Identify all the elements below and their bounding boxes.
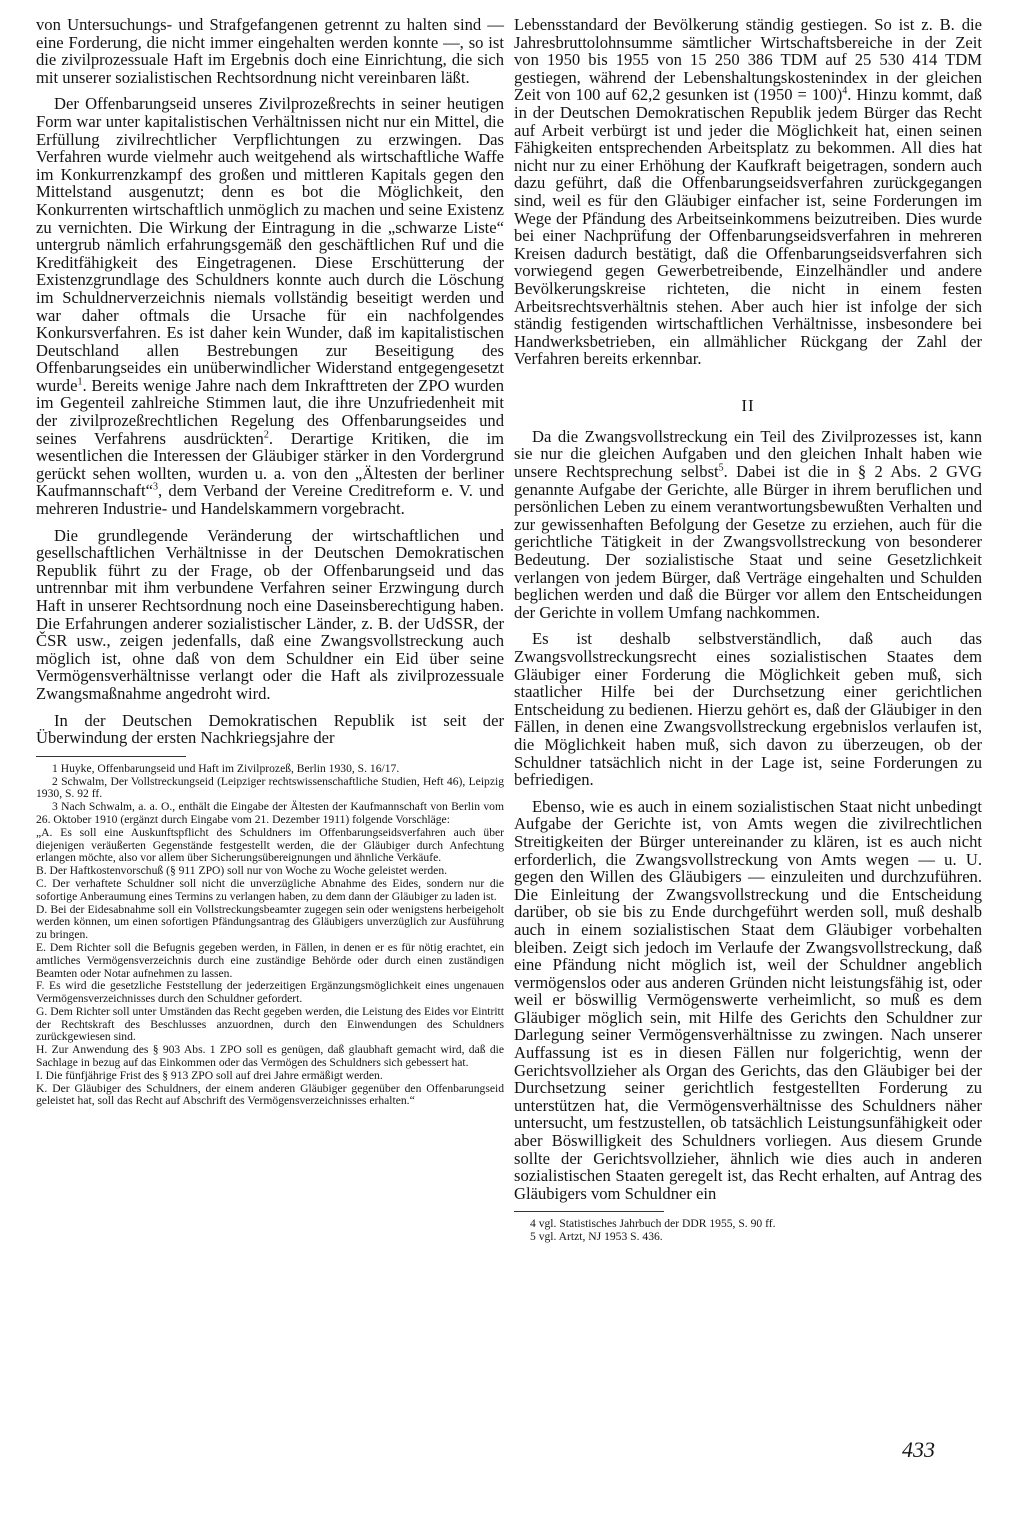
right-column — [514, 16, 982, 1244]
footnote-ref: 1 — [77, 376, 83, 388]
footnote-ref: 2 — [263, 429, 269, 441]
paragraph: Die grundlegende Veränderung der wirtschaftlichen und gesellschaftlichen Verhältnisse in der Deutschen Demokratischen Republik führt zu der Frage, ob der Offenbarungseid und das untrennbar mit ihm verbundene Verfahren seiner Erzwingung durch Haft in unserer Rechtsordnung noch eine Daseinsberechtigung haben. Die Erfahrungen anderer sozialistischer Länder, z. B. der UdSSR, der ČSR usw., zeigen jedenfalls, daß eine Zwangsvollstreckung auch möglich ist, ohne daß von dem Schuldner ein Eid über seine Vermögensverhältnisse verlangt oder die Haft als zivilprozessuale Zwangsmaßnahme angedroht wird. — [36, 525, 504, 703]
footnote-item: B. Der Haftkostenvorschuß (§ 911 ZPO) soll nur von Woche zu Woche geleistet werden. — [36, 864, 448, 878]
page-number: 433 — [902, 1437, 935, 1462]
footnote-item: K. Der Gläubiger des Schuldners, der einem anderen Gläubiger gegenüber den Offenbarungseid geleistet hat, soll das Recht auf Abschrift des Vermögensverzeichnisses erhalten.“ — [36, 1081, 504, 1108]
footnote-item: F. Es wird die gesetzliche Feststellung der jederzeitigen Ergänzungsmöglichkeit eines ungenauen Vermögensverzeichnisses durch den Schuldner gefordert. — [36, 979, 504, 1006]
footnote-item: G. Dem Richter soll unter Umständen das Recht gegeben werden, die Leistung des Eides vor Eintritt der Rechtskraft des Beschlusses anzuordnen, durch den Einwendungen des Schuldners zurückgewiesen sind. — [36, 1004, 504, 1044]
footnote-divider — [514, 1211, 664, 1212]
paragraph: Es ist deshalb selbstverständlich, daß auch das Zwangsvollstreckungsrecht eines sozialistischen Staates dem Gläubiger einer Forderung die Möglichkeit geben muß, sich staatlicher Hilfe bei der Durchsetzung einer gerichtlichen Entscheidung zu bedienen. Hierzu gehört es, daß der Gläubiger in den Fällen, in denen eine Zwangsvollstreckung ergebnislos verlaufen ist, die Möglichkeit haben muß, sich davon zu überzeugen, ob der Schuldner tatsächlich nicht in der Lage ist, seine Forderungen zu befriedigen. — [514, 629, 982, 790]
footnote: 2 Schwalm, Der Vollstreckungseid (Leipziger rechtswissenschaftliche Studien, Heft 46), Leipzig 1930, S. 92 ff. — [36, 774, 504, 801]
paragraph: Lebensstandard der Bevölkerung ständig gestiegen. So ist z. B. die Jahresbruttolohnsumme sämtlicher Wirtschaftsbereiche in der Zeit von 1950 bis 1955 von 15 250 386 TDM auf 25 530 414 TDM gestiegen, während der Lebenshaltungskostenindex in der gleichen Zeit von 100 auf 62,2 gesunken ist (1950 = 100)$^4$. Hinzu kommt, daß in der Deutschen Demokratischen Republik jedem Bürger das Recht auf Arbeit verbürgt ist und jeder die Möglichkeit hat, einen seinen Fähigkeiten entsprechenden Arbeitsplatz zu bekommen. All dies hat nicht nur zu einer Erhöhung der Kaufkraft beigetragen, sondern auch dazu geführt, daß die Offenbarungseidsverfahren zurückgegangen sind, weil es für den Gläubiger einfacher ist, seine Forderungen im Wege der Pfändung des Arbeitseinkommens beizutreiben. Dies wurde bei einer Nachprüfung der Offenbarungseidsverfahren in mehreren Kreisen dadurch bestätigt, daß die Offenbarungseidsverfahren sich vorwiegend gegen Gewerbetreibende, Einzelhändler und andere Bevölkerungskreise richteten, die nicht in einem festen Arbeitsrechtsverhältnis stehen. Aber auch hier ist infolge der sich ständig festigenden wirtschaftlichen Verhältnisse, insbesondere bei Handwerksbetrieben, ein allmählicher Rückgang der Zahl der Verfahren bereits erkennbar. — [514, 15, 982, 369]
footnote-item: I. Die fünfjährige Frist des § 913 ZPO soll auf drei Jahre ermäßigt werden. — [36, 1068, 383, 1082]
footnote-item: E. Dem Richter soll die Befugnis gegeben werden, in Fällen, in denen er es für nötig erachtet, ein amtliches Vermögensverzeichnis durch eine zuständige Behörde oder durch einen zuständigen Beamten oder Notar aufnehmen zu lassen. — [36, 940, 504, 980]
footnote: 4 vgl. Statistisches Jahrbuch der DDR 1955, S. 90 ff. — [530, 1217, 776, 1231]
footnote: 3 Nach Schwalm, a. a. O., enthält die Eingabe der Ältesten der Kaufmannschaft von Berlin vom 26. Oktober 1910 (ergänzt durch Eingabe vom 21. Dezember 1911) folgende Vorschläge: — [36, 800, 504, 826]
footnote-ref: 4 — [842, 85, 848, 97]
footnote-item: D. Bei der Eidesabnahme soll ein Vollstreckungsbeamter zugegen sein oder wenigstens herbeigeholt werden können, um einen sofortigen Pfändungsantrag des Gläubigers unverzüglich zur Ausführung zu bringen. — [36, 902, 504, 942]
paragraph: Der Offenbarungseid unseres Zivilprozeßrechts in seiner heutigen Form war unter kapitalistischen Verhältnissen nicht nur ein Mittel, die Erfüllung zivilrechtlicher Verpflichtungen zu erzwingen. Das Verfahren wurde vielmehr auch weitgehend als wirtschaftliche Waffe im Konkurrenzkampf des großen und mittleren Kapitals gegen den Mittelstand ausgenutzt; denn es bot die Möglichkeit, den Konkurrenten wirtschaftlich unmöglich zu machen und seine Existenz zu vernichten. Die Wirkung der Eintragung in die „schwarze Liste“ untergrub nämlich erfahrungsgemäß den geschäftlichen Ruf und die Kreditfähigkeit des Eingetragenen. Diese Erschütterung der Existenzgrundlage des Schuldners konnte auch durch die Löschung im Schuldnerverzeichnis niemals vollständig beseitigt werden und war daher oftmals die Ursache für ein nachfolgendes Konkursverfahren. Es ist daher kein Wunder, daß im kapitalistischen Deutschland allen Bestrebungen zur Beseitigung des Offenbarungseides ein unüberwindlicher Widerstand entgegengesetzt wurde$^1$. Bereits wenige Jahre nach dem Inkrafttreten der ZPO wurden im Gegenteil zahlreiche Stimmen laut, die ihre Unzufriedenheit mit der zivilprozeßrechtlichen Regelung des Offenbarungseides und seines Verfahrens ausdrückten$^2$. Derartige Kritiken, die im wesentlichen die Interessen der Gläubiger stärker in den Vordergrund gerückt sehen wollten, wurden u. a. von den „Ältesten der berliner Kaufmannschaft“$^3$, dem Verband der Vereine Creditreform e. V. und mehreren Industrie- und Handelskammern vorgebracht. — [36, 94, 504, 519]
footnotes-right — [514, 1218, 982, 1244]
footnote-ref: 5 — [718, 462, 724, 474]
footnote-divider — [36, 756, 186, 757]
paragraph: Da die Zwangsvollstreckung ein Teil des Zivilprozesses ist, kann sie nur die gleichen Aufgaben und den gleichen Inhalt haben wie unsere Rechtsprechung selbst$^5$. Dabei ist die in § 2 Abs. 2 GVG genannte Aufgabe der Gerichte, alle Bürger in ihrem beruflichen und persönlichen Leben zu einem verantwortungsbewußten Verhalten und zur gewissenhaften Befolgung der Gesetze zu erziehen, auch für die gerichtliche Tätigkeit in der Zwangsvollstreckung von besonderer Bedeutung. Der sozialistische Staat und seine Gesetzlichkeit verlangen von jedem Bürger, daß Verträge eingehalten und Schulden beglichen werden und daß die Bürger vor allem den Entscheidungen der Gerichte in vollem Umfang nachkommen. — [514, 426, 982, 622]
footnote-item: C. Der verhaftete Schuldner soll nicht die unverzügliche Abnahme des Eides, sondern nur die sofortige Anberaumung eines Termins zu verlangen haben, zu dem dann der Gläubiger zu laden ist. — [36, 876, 504, 903]
footnote: 1 Huyke, Offenbarungseid und Haft im Zivilprozeß, Berlin 1930, S. 16/17. — [52, 761, 400, 775]
footnote-item: H. Zur Anwendung des § 903 Abs. 1 ZPO soll es genügen, daß glaubhaft gemacht wird, daß die Sachlage in bezug auf das Einkommen oder das Vermögen des Schuldners sich gebessert hat. — [36, 1043, 504, 1070]
left-column — [36, 16, 504, 1108]
paragraph: Ebenso, wie es auch in einem sozialistischen Staat nicht unbedingt Aufgabe der Gerichte ist, von Amts wegen die zivilrechtlichen Streitigkeiten der Bürger untereinander zu klären, ist es auch nicht erforderlich, die Zwangsvollstreckung von Amts wegen — u. U. gegen den Willen des Gläubigers — einzuleiten und durchzuführen. Die Einleitung der Zwangsvollstreckung und die Entscheidung darüber, ob sie bis zu Ende durchgeführt werden soll, muß deshalb auch in einem sozialistischen Staat dem Gläubiger vorbehalten bleiben. Zeigt sich jedoch im Verlaufe der Zwangsvollstreckung, daß eine Pfändung nicht möglich ist, weil der Schuldner angeblich vermögenslos oder aus anderen Gründen nicht leistungsfähig ist, oder weil er böswillig Vermögenswerte verheimlicht, so muß es dem Gläubiger möglich sein, mit Hilfe des Gerichts den Schuldner zur Darlegung seiner Vermögensverhältnisse zu zwingen. Nach unserer Auffassung ist es in diesen Fällen nur folgerichtig, wenn der Gerichtsvollzieher als Organ des Gerichts, das den Gläubiger bei der Durchsetzung seiner gerichtlich festgestellten Forderung zu unterstützen hat, die Vermögensverhältnisse des Schuldners näher untersucht, um festzustellen, ob tatsächlich Leistungsunfähigkeit oder aber Böswilligkeit des Schuldners vorliegen. Aus diesem Grunde sollte der Gerichtsvollzieher, ähnlich wie dies auch in anderen sozialistischen Staaten geregelt ist, das Recht erhalten, auf Antrag des Gläubigers vom Schuldner ein — [514, 796, 982, 1203]
section-heading: II — [741, 395, 755, 415]
footnote-item: „A. Es soll eine Auskunftspflicht des Schuldners im Offenbarungseidsverfahren auch über diejenigen veräußerten Gegenstände festgestellt werden, die der Gläubiger durch Anfechtung erlangen möchte, also vor allem über Sicherungsübereignungen und ähnliche Verkäufe. — [36, 825, 504, 865]
paragraph: In der Deutschen Demokratischen Republik ist seit der Überwindung der ersten Nachkriegsjahre der — [36, 710, 504, 748]
footnotes-left — [36, 763, 504, 1109]
footnote: 5 vgl. Artzt, NJ 1953 S. 436. — [530, 1230, 663, 1244]
paragraph: von Untersuchungs- und Strafgefangenen getrennt zu halten sind — eine Forderung, die nicht immer eingehalten werden konnte —, so ist die zivilprozessuale Haft im Ergebnis doch eine Einrichtung, die sich mit unserer sozialistischen Rechtsordnung nicht vereinbaren läßt. — [36, 15, 504, 87]
footnote-ref: 3 — [153, 481, 159, 493]
